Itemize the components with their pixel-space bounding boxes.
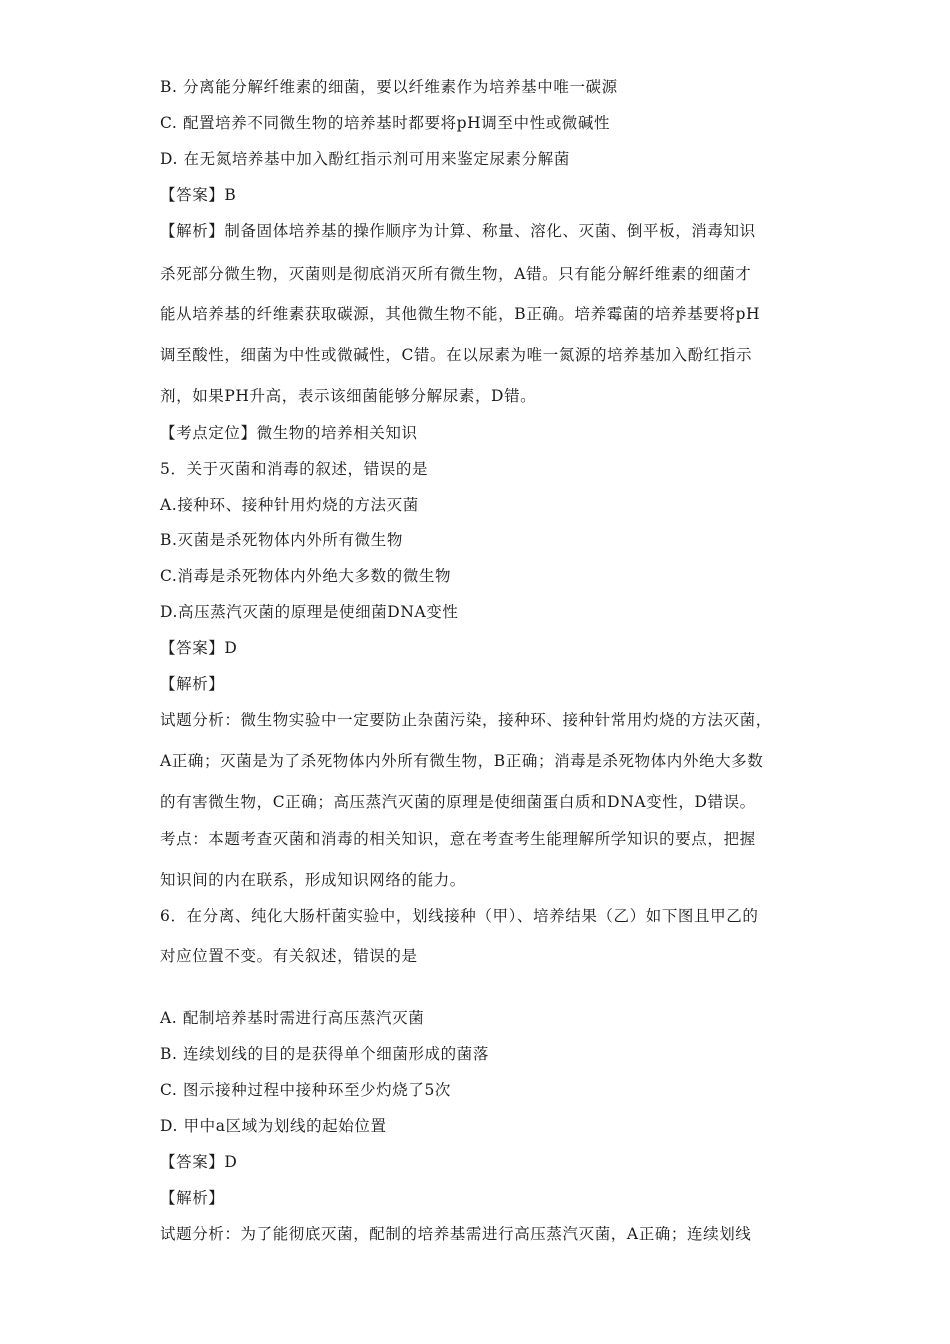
prev-answer: 【答案】B [160,186,237,204]
q5-option-d: D.高压蒸汽灭菌的原理是使细菌DNA变性 [160,603,459,621]
prev-option-b: B. 分离能分解纤维素的细菌，要以纤维素作为培养基中唯一碳源 [160,78,618,96]
prev-analysis-line: 杀死部分微生物，灭菌则是彻底消灭所有微生物，A错。只有能分解纤维素的细菌才 [160,265,752,283]
prev-analysis-line: 能从培养基的纤维素获取碳源，其他微生物不能，B正确。培养霉菌的培养基要将pH [160,305,761,323]
q5-analysis-line: A正确；灭菌是为了杀死物体内外所有微生物，B正确；消毒是杀死物体内外绝大多数 [160,752,764,770]
q5-option-c: C.消毒是杀死物体内外绝大多数的微生物 [160,567,452,585]
q6-option-b: B. 连续划线的目的是获得单个细菌形成的菌落 [160,1045,489,1063]
q5-stem: 5．关于灭菌和消毒的叙述，错误的是 [160,460,429,478]
q5-analysis-line: 的有害微生物，C正确；高压蒸汽灭菌的原理是使细菌蛋白质和DNA变性，D错误。 [160,793,756,811]
prev-option-d: D. 在无氮培养基中加入酚红指示剂可用来鉴定尿素分解菌 [160,150,570,168]
prev-analysis-line: 调至酸性，细菌为中性或微碱性，C错。在以尿素为唯一氮源的培养基加入酚红指示 [160,346,753,364]
q6-stem-line: 6．在分离、纯化大肠杆菌实验中，划线接种（甲）、培养结果（乙）如下图且甲乙的 [160,907,759,925]
q6-option-d: D. 甲中a区域为划线的起始位置 [160,1117,387,1135]
q6-analysis-heading: 【解析】 [160,1189,225,1207]
q6-option-a: A. 配制培养基时需进行高压蒸汽灭菌 [160,1009,425,1027]
q5-answer: 【答案】D [160,639,238,657]
q5-kaodian-line: 考点：本题考查灭菌和消毒的相关知识，意在考查考生能理解所学知识的要点，把握 [160,830,756,848]
q6-analysis-line: 试题分析：为了能彻底灭菌，配制的培养基需进行高压蒸汽灭菌，A正确；连续划线 [160,1225,752,1243]
prev-analysis-line: 【解析】制备固体培养基的操作顺序为计算、称量、溶化、灭菌、倒平板，消毒知识 [160,222,756,240]
q6-answer: 【答案】D [160,1153,238,1171]
q5-option-b: B.灭菌是杀死物体内外所有微生物 [160,531,403,549]
prev-option-c: C. 配置培养不同微生物的培养基时都要将pH调至中性或微碱性 [160,114,611,132]
q6-stem-line: 对应位置不变。有关叙述，错误的是 [160,947,418,965]
q5-analysis-heading: 【解析】 [160,675,225,693]
q5-kaodian-line: 知识间的内在联系，形成知识网络的能力。 [160,871,466,889]
prev-analysis-line: 剂，如果PH升高，表示该细菌能够分解尿素，D错。 [160,387,537,405]
prev-key-point: 【考点定位】微生物的培养相关知识 [160,424,418,442]
q6-option-c: C. 图示接种过程中接种环至少灼烧了5次 [160,1081,452,1099]
q5-analysis-line: 试题分析：微生物实验中一定要防止杂菌污染，接种环、接种针常用灼烧的方法灭菌， [160,711,772,729]
q5-option-a: A.接种环、接种针用灼烧的方法灭菌 [160,496,419,514]
